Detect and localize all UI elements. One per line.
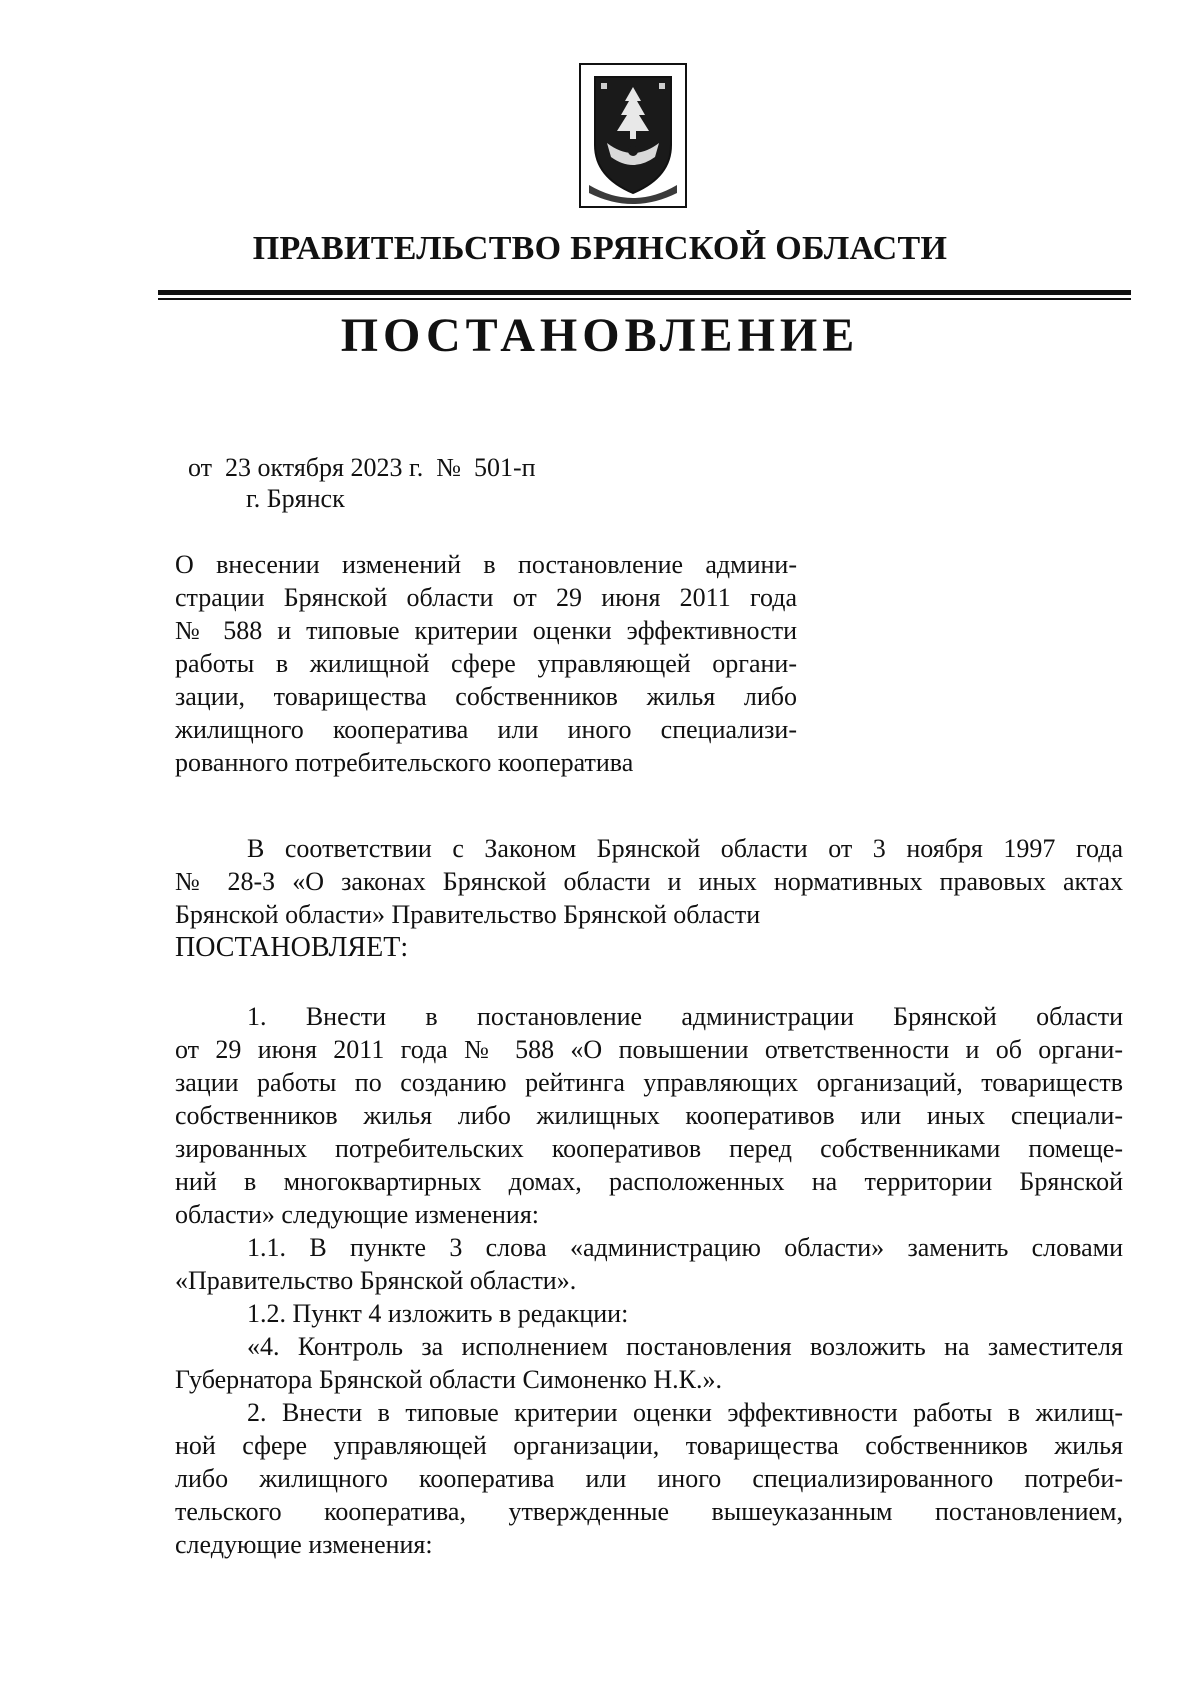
body-line: собственников жилья либо жилищных кооперативов или иных специали- — [175, 1101, 1123, 1130]
body-line: от 29 июня 2011 года № 588 «О повышении ответственности и об органи- — [175, 1035, 1123, 1064]
document-date-number: от 23 октября 2023 г. № 501-п — [188, 453, 536, 482]
subject-line: рованного потребительского кооператива — [175, 748, 634, 777]
body-line: В соответствии с Законом Брянской области от 3 ноября 1997 года — [247, 834, 1123, 863]
subject-line: зации, товарищества собственников жилья либо — [175, 682, 797, 711]
subject-line: страции Брянской области от 29 июня 2011 года — [175, 583, 797, 612]
coat-of-arms-icon — [581, 65, 685, 206]
body-line: зации работы по созданию рейтинга управляющих организаций, товариществ — [175, 1068, 1123, 1097]
subject-line: жилищного кооператива или иного специализи- — [175, 715, 797, 744]
item-1-paragraph — [175, 1000, 1123, 1231]
header-rule-thin — [158, 298, 1131, 300]
body-line: № 28-З «О законах Брянской области и иных нормативных правовых актах — [175, 867, 1123, 896]
body-line: 2. Внести в типовые критерии оценки эффективности работы в жилищ- — [247, 1398, 1123, 1427]
body-line: зированных потребительских кооперативов перед собственниками помеще- — [175, 1134, 1123, 1163]
coat-of-arms-frame — [579, 63, 687, 208]
body-line: Брянской области» Правительство Брянской области — [175, 900, 761, 929]
organization-title: ПРАВИТЕЛЬСТВО БРЯНСКОЙ ОБЛАСТИ — [252, 230, 948, 267]
body-line: области» следующие изменения: — [175, 1200, 540, 1229]
body-line: Губернатора Брянской области Симоненко Н.К.». — [175, 1365, 722, 1394]
item-1-2-paragraph — [175, 1297, 1123, 1330]
document-type-title: ПОСТАНОВЛЕНИЕ — [340, 309, 860, 362]
document-subject — [175, 548, 797, 779]
body-line: тельского кооператива, утвержденные вышеуказанным постановлением, — [175, 1497, 1123, 1526]
body-line: «4. Контроль за исполнением постановления возложить на заместителя — [247, 1332, 1123, 1361]
body-line: 1.2. Пункт 4 изложить в редакции: — [247, 1299, 629, 1328]
subject-line: № 588 и типовые критерии оценки эффективности — [175, 616, 797, 645]
document-city: г. Брянск — [246, 484, 345, 513]
body-line: либо жилищного кооператива или иного специализированного потреби- — [175, 1464, 1123, 1493]
preamble-paragraph — [175, 832, 1123, 964]
header-rule-thick — [158, 290, 1131, 295]
body-line: 1. Внести в постановление администрации Брянской области — [247, 1002, 1123, 1031]
subject-line: О внесении изменений в постановление админи- — [175, 550, 797, 579]
body-line: ной сфере управляющей организации, товарищества собственников жилья — [175, 1431, 1123, 1460]
body-line: следующие изменения: — [175, 1530, 433, 1559]
body-line: ний в многоквартирных домах, расположенных на территории Брянской — [175, 1167, 1123, 1196]
item-1-1-paragraph — [175, 1231, 1123, 1297]
body-line: «Правительство Брянской области». — [175, 1266, 577, 1295]
item-1-2-text-paragraph — [175, 1330, 1123, 1396]
subject-line: работы в жилищной сфере управляющей органи- — [175, 649, 797, 678]
decree-word: ПОСТАНОВЛЯЕТ: — [175, 932, 409, 963]
item-2-paragraph — [175, 1396, 1123, 1561]
body-line: 1.1. В пункте 3 слова «администрацию области» заменить словами — [247, 1233, 1123, 1262]
